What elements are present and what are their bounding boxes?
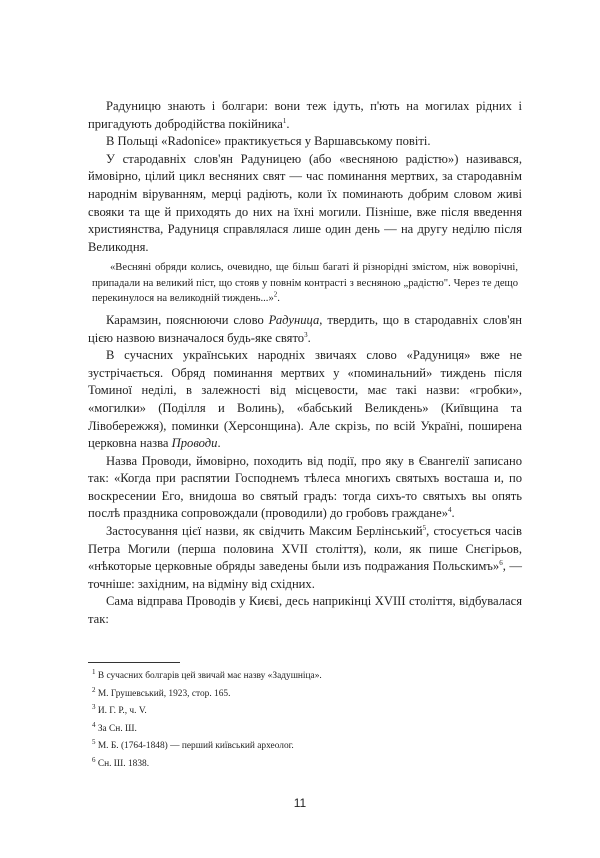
footnote-item: $^2$ М. Грушевський, 1923, стор. 165. — [92, 685, 231, 699]
block-quote: «Весняні обряди колись, очевидно, ще більш багаті й різнорідні змістом, ніж воворічні, припадали на великий піст, що стояв у повнім контрасті з весняною „радістю". Через те дещо перекинулося на великодній тиждень...»$^2$. — [92, 262, 518, 304]
footnote-ref-2: 2 — [273, 290, 278, 299]
footnote-item: $^6$ Сн. Ш. 1838. — [92, 755, 150, 769]
footnote-separator — [88, 662, 180, 663]
footnote-item: $^5$ М. Б. (1764-1848) — перший київський археолог. — [92, 737, 294, 751]
page-number: 11 — [293, 796, 307, 810]
footnote-ref-5: 5 — [422, 523, 427, 532]
paragraph-8: Сама відправа Проводів у Києві, десь наприкінці XVIII століття, відбувалася так: — [88, 594, 522, 627]
footnote-item: $^3$ И. Г. Р., ч. V. — [92, 702, 147, 716]
emphasis-raduniza: Радуница — [268, 312, 320, 327]
footnote-ref-4: 4 — [448, 506, 452, 515]
footnote-ref-1: 1 — [282, 116, 287, 125]
emphasis-provody: Проводи — [171, 436, 218, 451]
footnote-ref-3: 3 — [304, 330, 308, 339]
footnotes — [92, 668, 512, 773]
footnote-ref-6: 6 — [499, 559, 503, 568]
body-text — [88, 98, 522, 629]
footnote-item: $^4$ За Сн. Ш. — [92, 720, 137, 734]
paragraph-6: Назва Проводи, ймовірно, походить від події, про яку в Євангелії записано так: «Когда при распятии Господнемъ тѣлеса многихъ святыхъ восташа и, по воскресении Его, внидоша во святый градъ: тогда сихъ-то святыхъ вы опять послѣ праздника сопровождали (проводили) до гробовъ граждане»$^4$. — [88, 453, 522, 521]
paragraph-5: В сучасних українських народніх звичаях слово «Радуниця» вже не зустрічається. Обряд поминання мертвих у «поминальний» тиждень після Томиної неділі, в залежності від місцевости, має такі назви: «гробки», «могилки» (Поділля и Волинь), «бабський Великдень» (Київщина та Лівобережжя), поминки (Херсонщина). Але скрізь, по всій Україні, поширена церковна назва Проводи. — [88, 348, 522, 451]
paragraph-1: Радуницю знають і болгари: вони теж ідуть, п'ють на могилах рідних і пригадують добродійства покійника$^1$. — [88, 99, 522, 131]
paragraph-4: Карамзин, пояснюючи слово Радуница, твердить, що в стародавніх слов'ян цією назвою визначалося будь-яке свято$^3$. — [88, 312, 523, 345]
footnote-item: $^1$ В сучасних болгарів цей звичай має назву «Задушніца». — [92, 667, 322, 681]
paragraph-3: У стародавніх слов'ян Радуницею (або «весняною радістю») називався, ймовірно, цілий цикл весняних свят — час поминання мертвих, за стародавнім народнім віруванням, мерці радіють, коли їх поминають добрим словом живі свояки та ще й приходять до них на їхні могили. Пізніше, вже після введення християнства, Радуниця справлялася лише один день — на другу неділю після Великодня. — [88, 151, 522, 254]
paragraph-2: В Польщі «Radonice» практикується у Варшавському повіті. — [106, 134, 431, 149]
paragraph-7: Застосування цієї назви, як свідчить Максим Берлінський$^5$, стосується часів Петра Могили (перша половина XVII століття), коли, як пише Снєгірьов, «нѣкоторые церковные обряды заведены были изъ подражания Польскимъ»$^6$, — точніше: західним, на відміну від східних. — [88, 523, 523, 591]
